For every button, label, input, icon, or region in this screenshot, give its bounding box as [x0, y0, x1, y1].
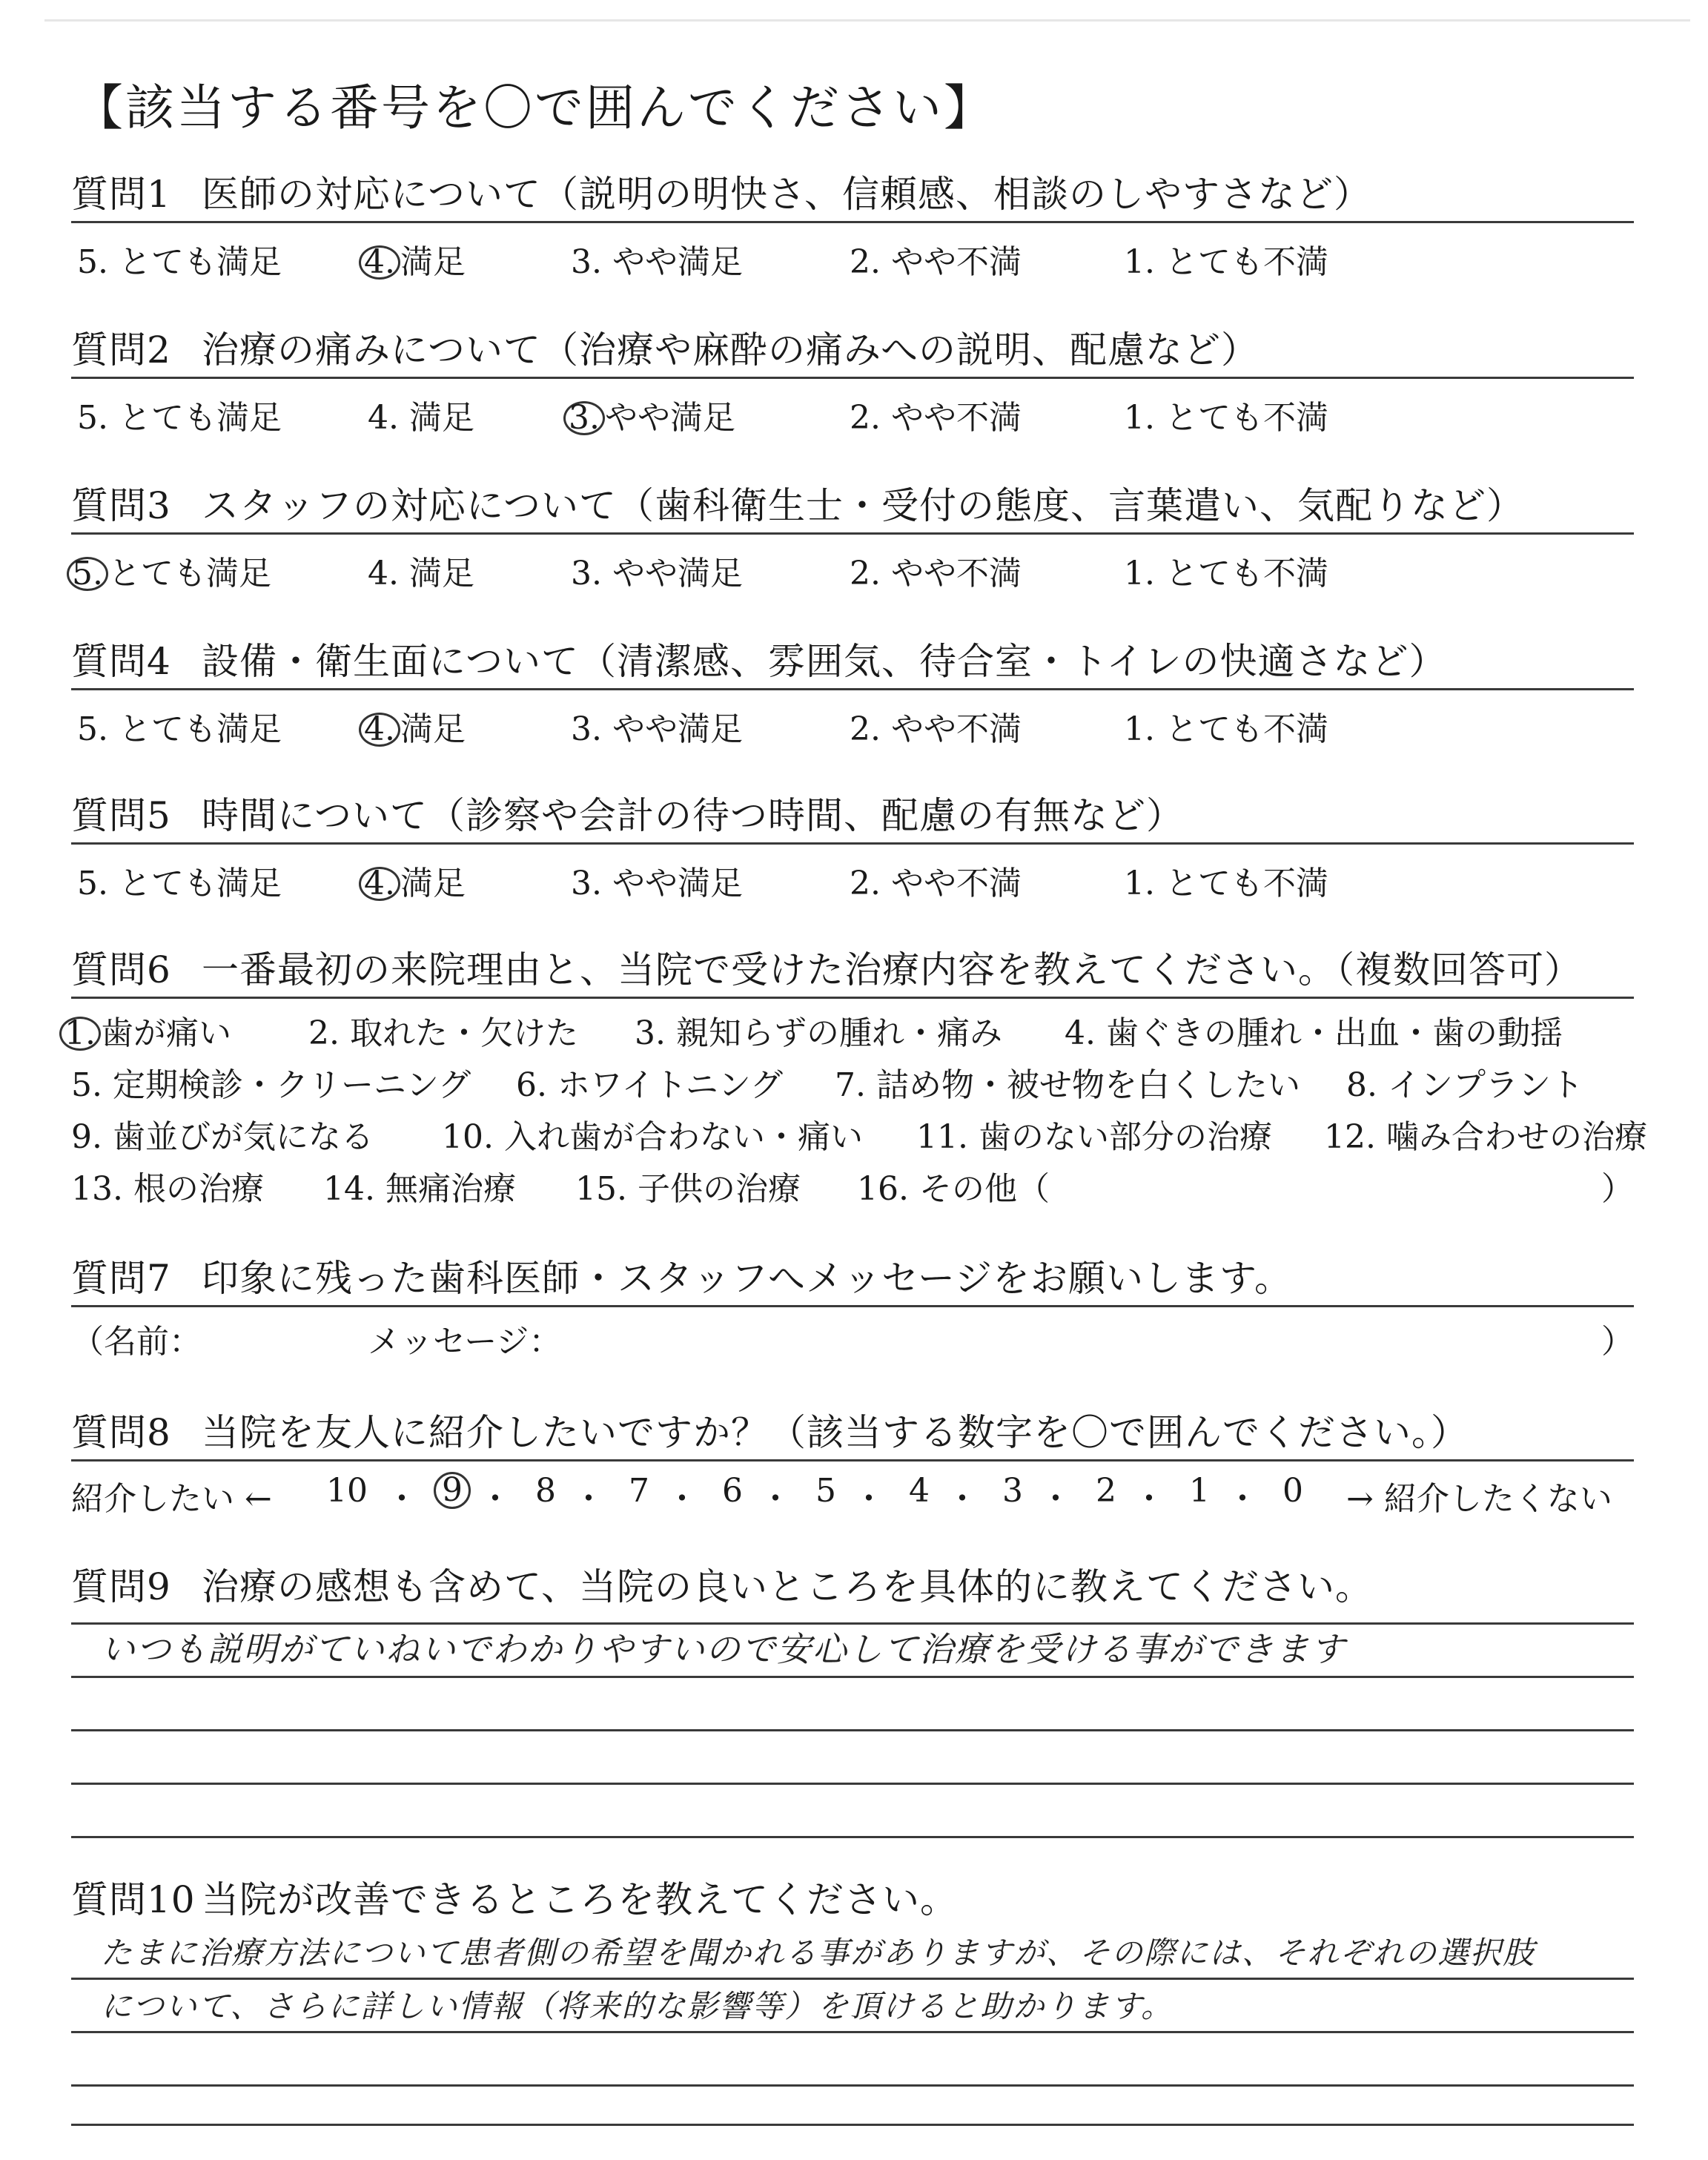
question-number: 質問4 — [71, 640, 171, 683]
question-title — [71, 1876, 1634, 1926]
option-label: 満足 — [400, 865, 466, 902]
option-14[interactable]: 14. 無痛治療 — [323, 1170, 516, 1208]
rating-options — [71, 690, 1634, 748]
question-3 — [71, 482, 1634, 592]
question-title — [71, 792, 1634, 845]
scale-value[interactable]: 5 — [815, 1472, 836, 1510]
question-title — [71, 946, 1634, 999]
option-1[interactable]: 1. とても不満 — [1124, 865, 1328, 902]
question-number: 質問1 — [71, 173, 171, 216]
option-2[interactable]: 2. やや不満 — [850, 243, 1022, 281]
option-3[interactable]: 3. やや満足 — [571, 710, 743, 748]
options-row — [71, 1155, 1634, 1206]
option-2[interactable]: 2. やや不満 — [850, 555, 1022, 592]
scale-value[interactable]: 2 — [1096, 1472, 1116, 1510]
option-4[interactable]: 4. 満足 — [368, 399, 474, 437]
option-10[interactable]: 10. 入れ歯が合わない・痛い — [442, 1118, 863, 1156]
scale-value[interactable]: 7 — [629, 1472, 649, 1510]
option-1[interactable]: 1. とても不満 — [1124, 710, 1328, 748]
question-4 — [71, 638, 1634, 748]
question-title — [71, 326, 1634, 379]
scale-value[interactable]: 4 — [909, 1472, 930, 1510]
writing-line[interactable] — [71, 1980, 1634, 2033]
option-1[interactable]: 1. とても不満 — [1124, 555, 1328, 592]
answer-lines — [71, 1614, 1634, 1838]
question-number: 質問3 — [71, 484, 171, 527]
question-text: 時間について（診察や会計の待つ時間、配慮の有無など） — [202, 794, 1184, 837]
option-5[interactable]: 5. とても満足 — [77, 710, 282, 748]
question-text: 当院が改善できるところを教えてください。 — [202, 1878, 958, 1921]
handwritten-answer: いつも説明がていねいでわかりやすいので安心して治療を受ける事ができます — [101, 1629, 1346, 1669]
question-2 — [71, 326, 1634, 437]
writing-line[interactable] — [71, 2087, 1634, 2126]
question-5 — [71, 792, 1634, 902]
scale-dot: ・ — [853, 1480, 885, 1518]
option-4-selected[interactable] — [363, 856, 466, 904]
option-3[interactable]: 3. やや満足 — [571, 865, 743, 902]
message-label: メッセージ： — [368, 1323, 562, 1361]
writing-line[interactable] — [71, 1625, 1634, 1678]
question-number: 質問9 — [71, 1565, 171, 1608]
scale-value[interactable]: 3 — [1002, 1472, 1023, 1510]
question-title — [71, 1563, 1634, 1614]
question-text: 一番最初の来院理由と、当院で受けた治療内容を教えてください。（複数回答可） — [202, 948, 1582, 991]
scale-value[interactable]: 10 — [326, 1472, 368, 1510]
option-2[interactable]: 2. やや不満 — [850, 865, 1022, 902]
question-6 — [64, 946, 1647, 1208]
question-number: 質問2 — [71, 328, 171, 371]
option-7[interactable]: 7. 詰め物・被せ物を白くしたい — [835, 1066, 1300, 1104]
scale-dot: ・ — [1226, 1480, 1259, 1518]
circled-number: 4. — [359, 867, 400, 901]
question-7 — [71, 1255, 1634, 1359]
recommend-scale — [71, 1462, 1634, 1518]
option-3[interactable]: 3. 親知らずの腫れ・痛み — [635, 1014, 1002, 1052]
rating-options — [71, 535, 1634, 592]
page-heading: 【該当する番号を〇で囲んでください】 — [74, 79, 995, 136]
handwritten-answer-line-1: たまに治療方法について患者側の希望を聞かれる事がありますが、その際には、それぞれの選択肢 — [101, 1935, 1536, 1971]
option-11[interactable]: 11. 歯のない部分の治療 — [916, 1118, 1272, 1156]
option-5[interactable]: 5. とても満足 — [77, 865, 282, 902]
question-text: 印象に残った歯科医師・スタッフへメッセージをお願いします。 — [202, 1257, 1292, 1300]
question-8 — [71, 1409, 1634, 1518]
top-border — [44, 19, 1690, 22]
question-number: 質問7 — [71, 1257, 171, 1300]
rating-options — [71, 379, 1634, 437]
writing-line[interactable] — [71, 1678, 1634, 1731]
option-1[interactable]: 1. とても不満 — [1124, 399, 1328, 437]
option-label: 満足 — [400, 243, 466, 281]
option-16-other[interactable]: 16. その他（ — [857, 1170, 1050, 1208]
question-text: 治療の感想も含めて、当院の良いところを具体的に教えてください。 — [202, 1565, 1373, 1608]
message-fields — [71, 1307, 1634, 1359]
scale-value[interactable]: 0 — [1282, 1472, 1303, 1510]
question-text: 当院を友人に紹介したいですか？（該当する数字を〇で囲んでください。） — [202, 1411, 1469, 1454]
option-5[interactable]: 5. とても満足 — [77, 243, 282, 281]
scale-value-selected[interactable]: 9 — [434, 1472, 471, 1509]
question-text: 設備・衛生面について（清潔感、雰囲気、待合室・トイレの快適さなど） — [202, 640, 1447, 683]
message-close-paren: ） — [1601, 1323, 1634, 1361]
option-9[interactable]: 9. 歯並びが気になる — [71, 1118, 374, 1156]
question-1 — [71, 171, 1634, 281]
writing-line[interactable] — [71, 1926, 1634, 1980]
option-5[interactable]: 5. とても満足 — [77, 399, 282, 437]
question-text: 治療の痛みについて（治療や麻酔の痛みへの説明、配慮など） — [202, 328, 1259, 371]
scale-value[interactable]: 1 — [1189, 1472, 1210, 1510]
option-15[interactable]: 15. 子供の治療 — [575, 1170, 801, 1208]
other-close-paren: ） — [1601, 1170, 1634, 1208]
message-row — [71, 1307, 1634, 1359]
circled-number: 3. — [563, 401, 605, 435]
question-number: 質問5 — [71, 794, 171, 837]
scale-dot: ・ — [479, 1480, 512, 1518]
circled-number: 5. — [67, 557, 108, 591]
option-5-selected[interactable] — [71, 546, 271, 594]
writing-line[interactable] — [71, 2033, 1634, 2087]
option-label: とても満足 — [107, 555, 271, 592]
circled-number: 1. — [59, 1017, 101, 1051]
writing-line[interactable] — [71, 1785, 1634, 1838]
circled-number: 4. — [359, 245, 400, 280]
scale-dot: ・ — [385, 1480, 418, 1518]
scale-dot: ・ — [572, 1480, 605, 1518]
option-label: やや満足 — [604, 399, 735, 437]
handwritten-answer-line-2: について、さらに詳しい情報（将来的な影響等）を頂けると助かります。 — [101, 1988, 1174, 2024]
option-8[interactable]: 8. インプラント — [1346, 1066, 1583, 1104]
scale-value[interactable]: 6 — [722, 1472, 743, 1510]
option-4-selected[interactable] — [363, 235, 466, 283]
option-6[interactable]: 6. ホワイトニング — [516, 1066, 784, 1104]
option-12[interactable]: 12. 噛み合わせの治療 — [1324, 1118, 1647, 1156]
option-2[interactable]: 2. 取れた・欠けた — [308, 1014, 578, 1052]
scale-right-label: → 紹介したくない — [1346, 1480, 1612, 1518]
question-number: 質問8 — [71, 1411, 171, 1454]
question-number: 質問6 — [71, 948, 171, 991]
question-number: 質問10 — [71, 1878, 196, 1921]
scale-left-label: 紹介したい ← — [71, 1480, 272, 1518]
question-title — [71, 171, 1634, 223]
option-3-selected[interactable] — [568, 391, 735, 438]
option-1[interactable]: 1. とても不満 — [1124, 243, 1328, 281]
name-label: （名前： — [71, 1323, 202, 1361]
option-13[interactable]: 13. 根の治療 — [71, 1170, 264, 1208]
rating-options — [71, 223, 1634, 281]
scale-value[interactable]: 8 — [535, 1472, 556, 1510]
options-row — [71, 1051, 1634, 1103]
option-5[interactable]: 5. 定期検診・クリーニング — [71, 1066, 471, 1104]
question-9 — [71, 1563, 1634, 1838]
question-title — [71, 638, 1634, 690]
rating-options — [71, 845, 1634, 902]
question-10 — [71, 1876, 1634, 2126]
circled-number: 4. — [359, 713, 400, 747]
option-3[interactable]: 3. やや満足 — [571, 555, 743, 592]
question-title — [71, 482, 1634, 535]
options-row — [64, 999, 1634, 1052]
question-title — [71, 1409, 1634, 1462]
question-text: 医師の対応について（説明の明快さ、信頼感、相談のしやすさなど） — [202, 173, 1371, 216]
scale-dot: ・ — [759, 1480, 792, 1518]
option-label: 歯が痛い — [100, 1014, 231, 1052]
option-label: 満足 — [400, 710, 466, 748]
question-text: スタッフの対応について（歯科衛生士・受付の態度、言葉遣い、気配りなど） — [202, 484, 1524, 527]
option-4-selected[interactable] — [363, 702, 466, 750]
answer-lines — [71, 1926, 1634, 2126]
scale-dot: ・ — [666, 1480, 698, 1518]
option-2[interactable]: 2. やや不満 — [850, 399, 1022, 437]
writing-line[interactable] — [71, 1731, 1634, 1785]
option-1-selected[interactable] — [64, 1006, 231, 1054]
options-row — [71, 1103, 1647, 1156]
question-title — [71, 1255, 1634, 1307]
option-2[interactable]: 2. やや不満 — [850, 710, 1022, 748]
scale-dot: ・ — [1133, 1480, 1165, 1518]
reason-options — [64, 999, 1647, 1208]
option-4[interactable]: 4. 満足 — [368, 555, 474, 592]
scale-dot: ・ — [946, 1480, 979, 1518]
scale-dot: ・ — [1039, 1480, 1072, 1518]
option-4[interactable]: 4. 歯ぐきの腫れ・出血・歯の動揺 — [1065, 1014, 1563, 1052]
option-3[interactable]: 3. やや満足 — [571, 243, 743, 281]
